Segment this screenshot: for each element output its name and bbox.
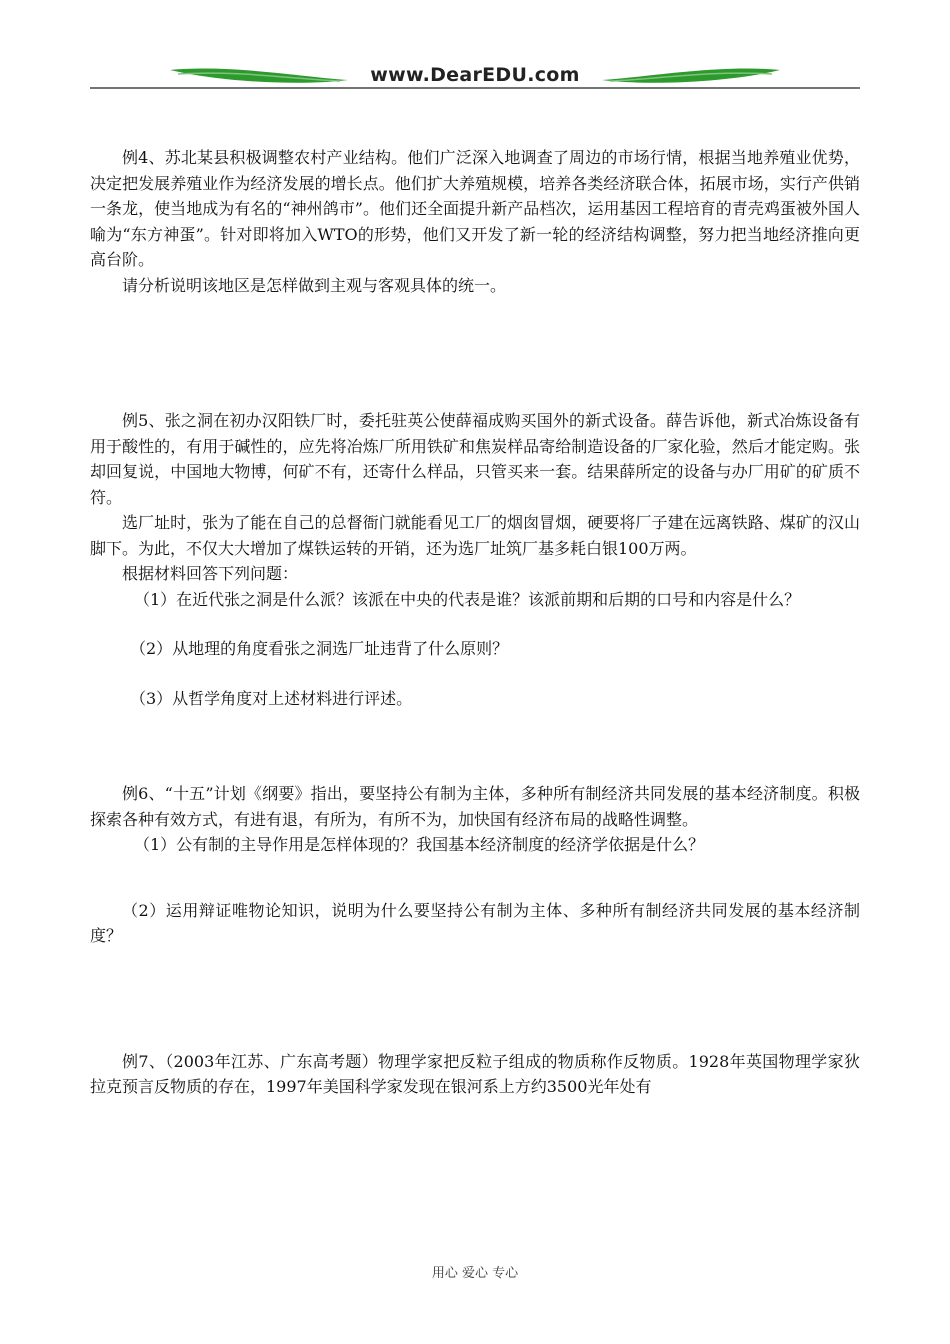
example-5-question-3: （3）从哲学角度对上述材料进行评述。 <box>130 688 413 708</box>
example-6-question-1: （1）公有制的主导作用是怎样体现的？我国基本经济制度的经济学依据是什么？ <box>134 835 705 854</box>
document-body <box>90 145 860 1100</box>
page-header <box>90 58 860 94</box>
example-7-text: 例7、（2003年江苏、广东高考题）物理学家把反粒子组成的物质称作反物质。1928年英国物理学家狄拉克预言反物质的存在，1997年美国科学家发现在银河系上方约3500光年处有 <box>90 1051 860 1096</box>
example-5-site-text: 选厂址时，张为了能在自己的总督衙门就能看见工厂的烟囱冒烟，硬要将厂子建在远离铁路、煤矿的汉山脚下。为此，不仅大大增加了煤铁运转的开销，还为选厂址筑厂基多耗白银100万两。 <box>90 513 860 558</box>
example-4-text: 例4、苏北某县积极调整农村产业结构。他们广泛深入地调查了周边的市场行情，根据当地养殖业优势，决定把发展养殖业作为经济发展的增长点。他们扩大养殖规模，培养各类经济联合体，拓展市场，实行产供销一条龙，使当地成为有名的“神州鸽市”。他们还全面提升新产品档次，运用基因工程培育的青壳鸡蛋被外国人喻为“东方神蛋”。针对即将加入WTO的形势，他们又开发了新一轮的经济结构调整，努力把当地经济推向更高台阶。 <box>90 148 860 269</box>
example-6-question-2: （2）运用辩证唯物论知识，说明为什么要坚持公有制为主体、多种所有制经济共同发展的基本经济制度？ <box>90 900 860 945</box>
example-5-question-2: （2）从地理的角度看张之洞选厂址违背了什么原则？ <box>130 639 509 658</box>
example-5-question-1: （1）在近代张之洞是什么派？该派在中央的代表是谁？该派前期和后期的口号和内容是什么？ <box>134 589 801 609</box>
example-5-text: 例5、张之洞在初办汉阳铁厂时，委托驻英公使薛福成购买国外的新式设备。薛告诉他，新式冶炼设备有用于酸性的，有用于碱性的，应先将冶炼厂所用铁矿和焦炭样品寄给制造设备的厂家化验，然后才能定购。张却回复说，中国地大物博，何矿不有，还寄什么样品，只管买来一套。结果薛所定的设备与办厂用矿的矿质不符。 <box>90 411 860 507</box>
site-logo-text: www.DearEDU.com <box>370 64 580 86</box>
example-6-text: 例6、“十五”计划《纲要》指出，要坚持公有制为主体，多种所有制经济共同发展的基本经济制度。积极探索各种有效方式，有进有退，有所为，有所不为，加快国有经济布局的战略性调整。 <box>90 784 860 829</box>
example-4-question: 请分析说明该地区是怎样做到主观与客观具体的统一。 <box>122 275 507 295</box>
example-5-instruction: 根据材料回答下列问题： <box>122 564 299 583</box>
page-footer: 用心 爱心 专心 <box>431 1266 519 1281</box>
